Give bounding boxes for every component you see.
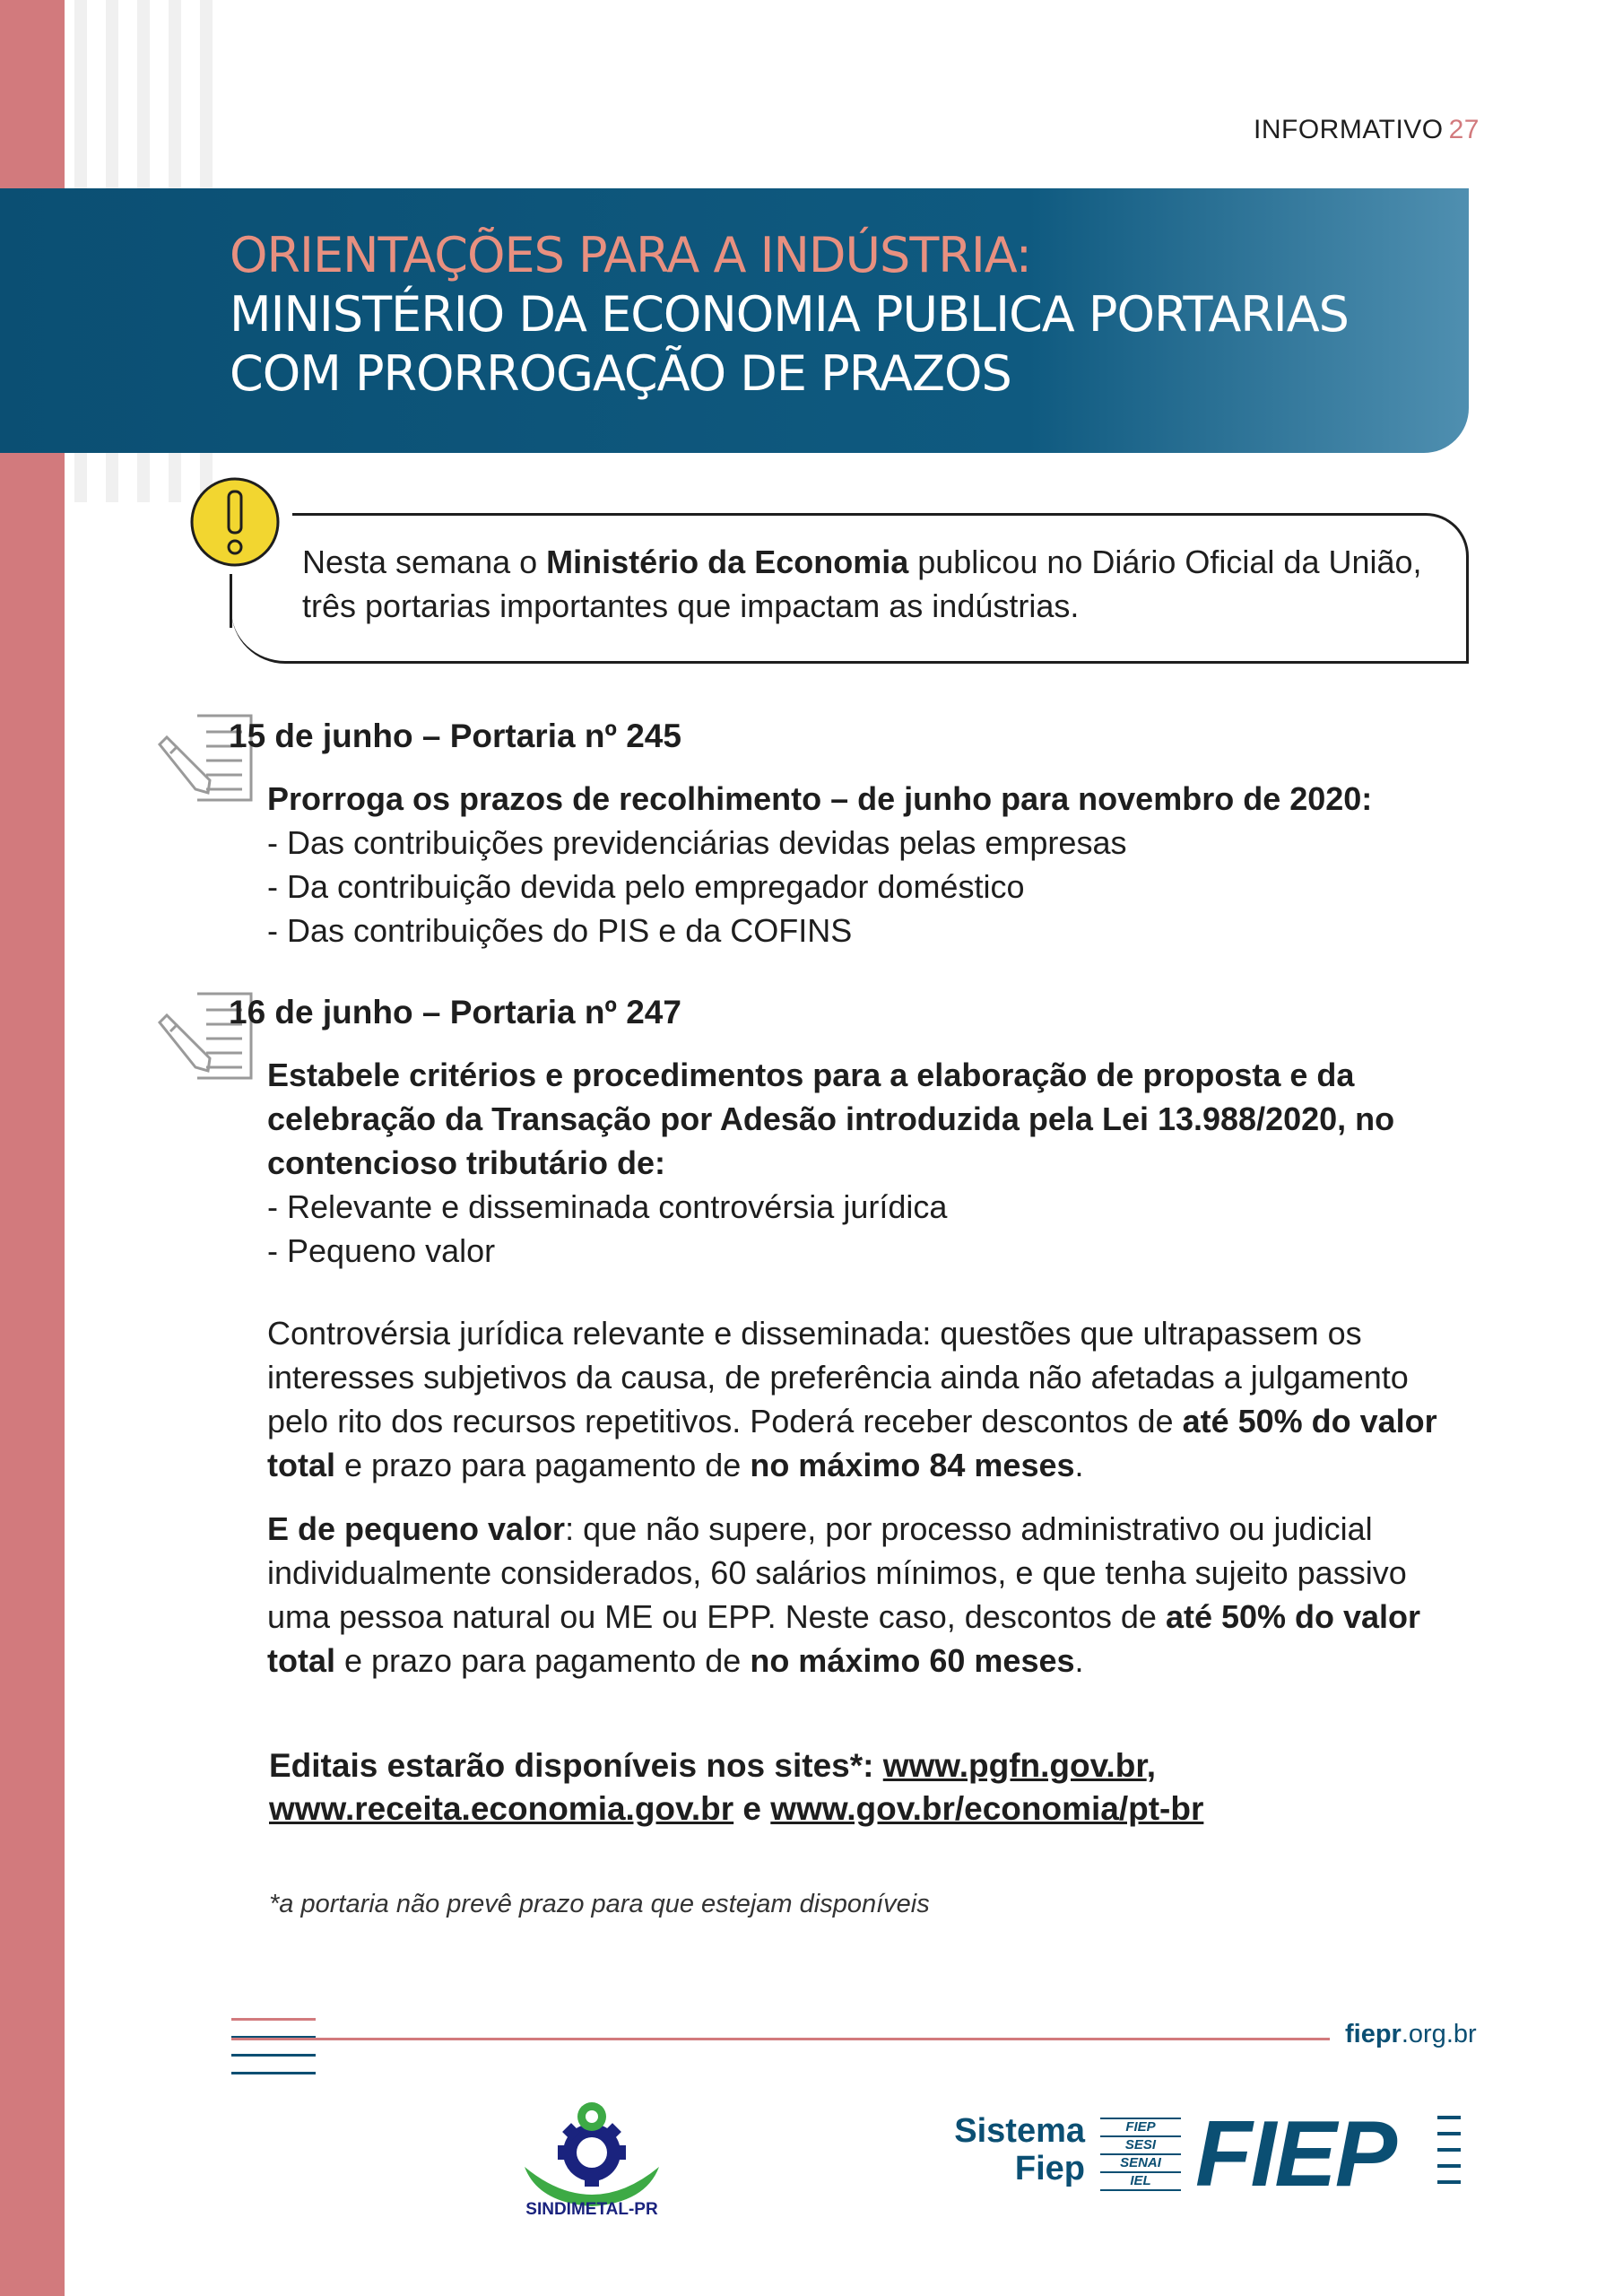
entity-iel: IEL <box>1100 2171 1181 2191</box>
fiep-ticks <box>1437 2116 1461 2196</box>
list-item: - Das contribuições previdenciárias devidas pelas empresas <box>267 824 1127 861</box>
footer-lines-decoration <box>231 2018 316 2090</box>
entity-senai: SENAI <box>1100 2153 1181 2171</box>
link-economia[interactable]: www.gov.br/economia/pt-br <box>770 1790 1204 1827</box>
alert-text-start: Nesta semana o <box>302 544 547 580</box>
text-bold: no máximo 60 meses <box>750 1642 1075 1679</box>
site-url-rest: .org.br <box>1401 2020 1477 2048</box>
text-bold: E de pequeno valor <box>267 1510 566 1547</box>
text-bold: até 50% do valor total <box>267 1403 1437 1483</box>
list-item: - Pequeno valor <box>267 1232 496 1269</box>
page-label-text: INFORMATIVO <box>1254 115 1444 144</box>
paragraph-controversy <box>267 1311 1473 1487</box>
text: . <box>1074 1642 1084 1679</box>
text: Controvérsia jurídica relevante e disseminada: questões que ultrapassem os interesses subjetivos da causa, de preferência ainda não afetadas a julgamento pelo rito dos recursos repetitivos. Poderá receber descontos de <box>267 1315 1409 1439</box>
page-label <box>1254 115 1480 145</box>
banner-title-line1: ORIENTAÇÕES PARA A INDÚSTRIA: <box>230 227 1031 283</box>
links-comma: , <box>1146 1747 1156 1784</box>
text: e prazo para pagamento de <box>335 1642 751 1679</box>
sistema-fiep-text <box>946 2112 1085 2187</box>
text: e prazo para pagamento de <box>335 1447 751 1483</box>
section-heading-247: 16 de junho – Portaria nº 247 <box>229 994 681 1031</box>
entity-list <box>1100 2118 1181 2191</box>
sindimetal-label: SINDIMETAL-PR <box>525 2200 658 2219</box>
sistema-line2: Fiep <box>1014 2150 1085 2187</box>
site-url-bold: fiepr <box>1345 2020 1402 2048</box>
list-item: - Relevante e disseminada controvérsia jurídica <box>267 1188 948 1225</box>
sistema-fiep-logo <box>946 2102 1475 2211</box>
link-pgfn[interactable]: www.pgfn.gov.br <box>882 1747 1147 1784</box>
entity-sesi: SESI <box>1100 2135 1181 2153</box>
list-item: - Das contribuições do PIS e da COFINS <box>267 912 853 949</box>
banner-title-line3: COM PRORROGAÇÃO DE PRAZOS <box>230 345 1011 402</box>
text: . <box>1074 1447 1084 1483</box>
links-and: e <box>733 1790 771 1827</box>
section-heading-245: 15 de junho – Portaria nº 245 <box>229 718 681 754</box>
banner-title <box>230 226 1349 404</box>
section-body-245 <box>267 777 1473 952</box>
alert-text-end: publicou no Diário Oficial da União, três portarias importantes que impactam as indústrias. <box>302 544 1422 624</box>
fiep-wordmark: FIEP <box>1195 2102 1396 2206</box>
footnote: *a portaria não prevê prazo para que estejam disponíveis <box>269 1890 930 1918</box>
entity-fiep: FIEP <box>1100 2118 1181 2135</box>
banner-title-line2: MINISTÉRIO DA ECONOMIA PUBLICA PORTARIAS <box>230 286 1349 343</box>
list-item: - Da contribuição devida pelo empregador doméstico <box>267 868 1025 905</box>
site-url[interactable] <box>1345 2020 1477 2049</box>
paragraph-small-value <box>267 1507 1473 1683</box>
warning-icon <box>188 475 282 569</box>
text: : que não supere, por processo administrativo ou judicial individualmente considerados, 60 salários mínimos, e que tenha sujeito passivo uma pessoa natural ou ME ou EPP. Neste caso, descontos de <box>267 1510 1407 1635</box>
footer-rule <box>231 2038 1330 2040</box>
page-number: 27 <box>1448 115 1480 144</box>
section-body-247 <box>267 1053 1473 1273</box>
alert-text-bold: Ministério da Economia <box>546 544 909 580</box>
alert-text <box>302 540 1459 628</box>
section-lead-247: Estabele critérios e procedimentos para a elaboração de proposta e da celebração da Transação por Adesão introduzida pela Lei 13.988/2020, no contencioso tributário de: <box>267 1057 1395 1181</box>
section-lead-245: Prorroga os prazos de recolhimento – de junho para novembro de 2020: <box>267 780 1373 817</box>
link-receita[interactable]: www.receita.economia.gov.br <box>269 1790 734 1827</box>
details-paragraphs <box>267 1311 1473 1702</box>
links-block <box>269 1744 1203 1831</box>
sistema-line1: Sistema <box>954 2112 1085 2150</box>
links-intro: Editais estarão disponíveis nos sites*: <box>269 1747 883 1784</box>
alert-box-left-edge <box>230 574 232 628</box>
text-bold: no máximo 84 meses <box>750 1447 1075 1483</box>
text-bold: até 50% do valor total <box>267 1598 1421 1679</box>
